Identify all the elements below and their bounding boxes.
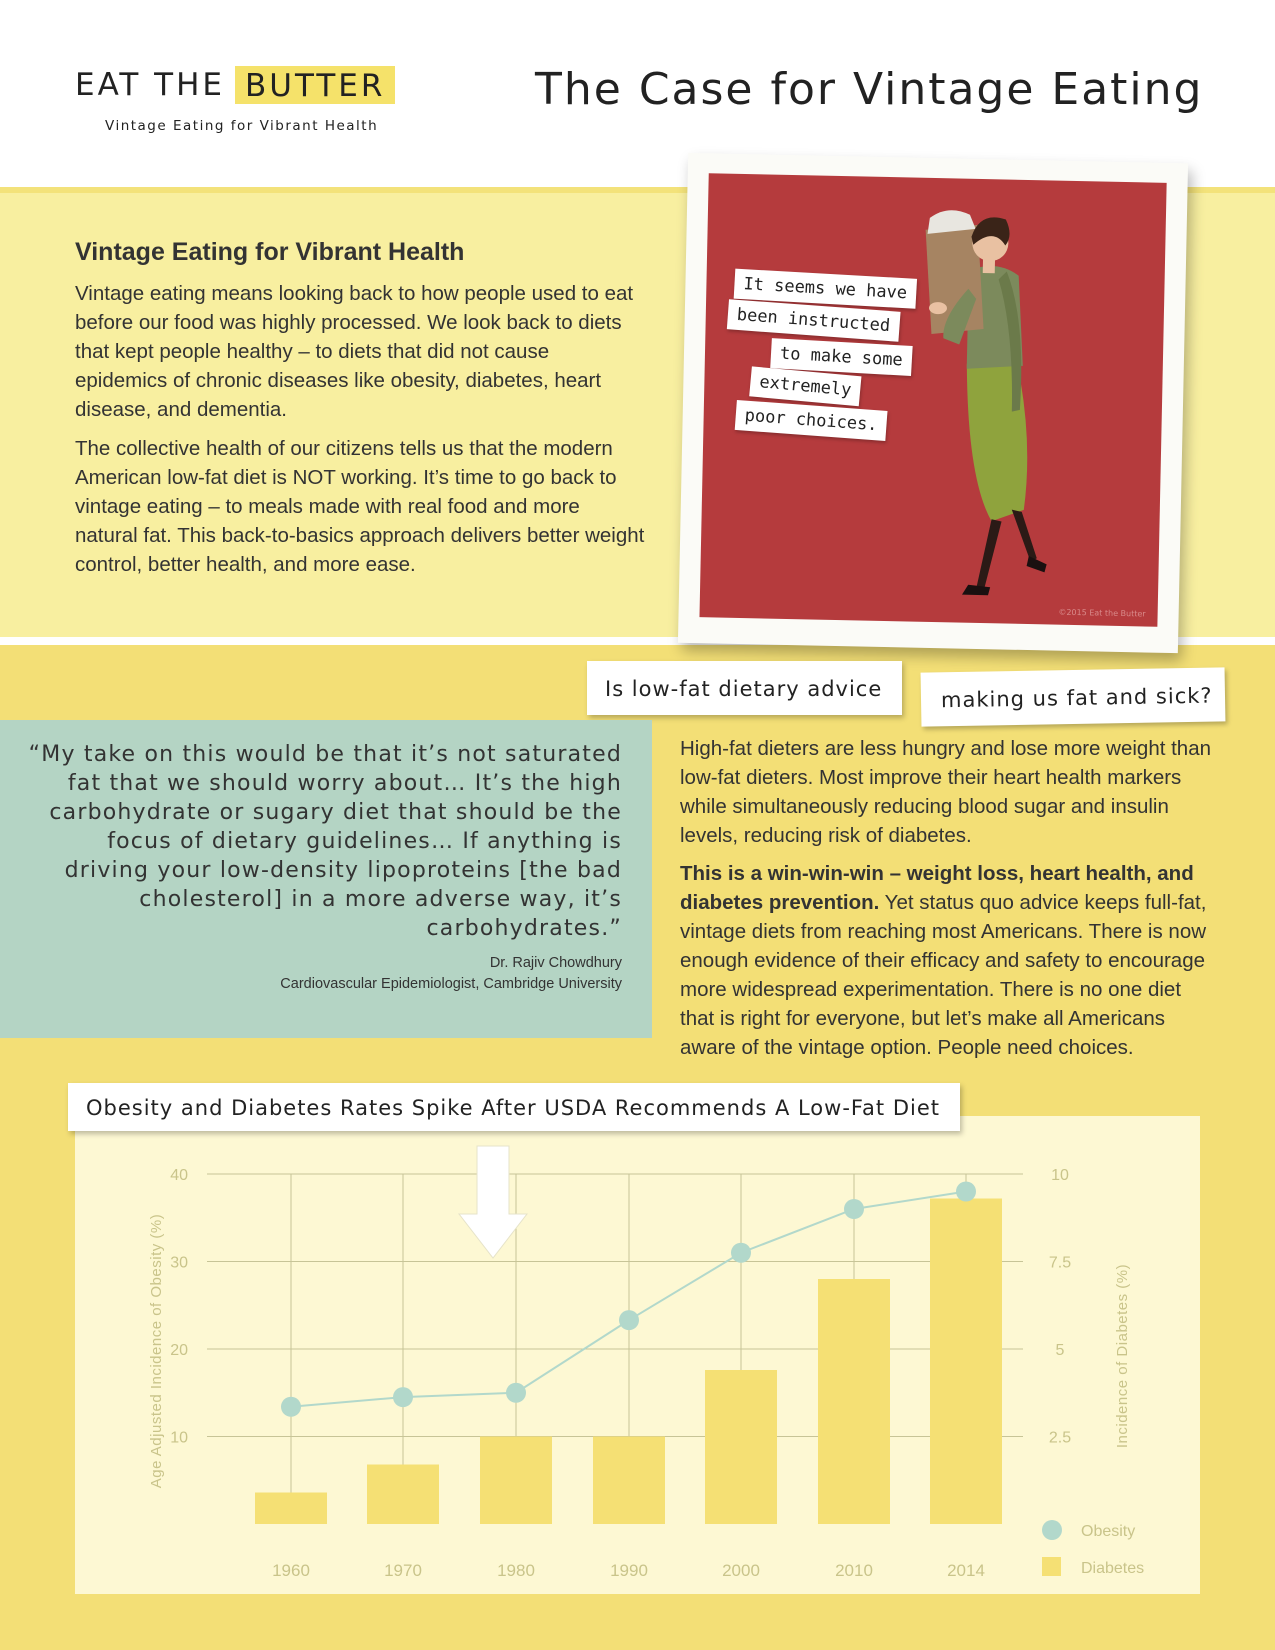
arrow-icon (459, 1146, 527, 1258)
intro-paragraph: Vintage eating means looking back to how people used to eat before our food was highly processed. We look back to diets that kept people healthy – to diets that did not cause epidemics of chronic diseases like obesity, diabetes, heart disease, and dementia. (75, 282, 634, 421)
point-obesity (956, 1182, 976, 1202)
bar-diabetes (705, 1370, 777, 1524)
point-obesity (619, 1310, 639, 1330)
poster-illustration (699, 173, 1166, 626)
quote-attribution (280, 953, 622, 995)
caption-strip: been instructed (727, 299, 900, 341)
x-tick-label: 1960 (272, 1561, 310, 1580)
body-paragraph: High-fat dieters are less hungry and lose more weight than low-fat dieters. Most improve their heart health markers while simultaneously reducing blood sugar and insulin levels, reducing risk of diabetes. (680, 737, 1212, 847)
intro-paragraph: The collective health of our citizens tells us that the modern American low-fat diet is NOT working. It’s time to go back to vintage eating – to meals made with real food and more natural fat. This back-to-basics approach delivers better weight control, better health, and more ease. (75, 437, 645, 576)
point-obesity (281, 1397, 301, 1417)
y-tick-label: 10 (170, 1429, 188, 1447)
y2-tick-label: 5 (1055, 1342, 1065, 1359)
question-label-part-2: making us fat and sick? (921, 667, 1225, 726)
y2-axis-title: Incidence of Diabetes (%) (1114, 1263, 1131, 1449)
bar-diabetes (930, 1199, 1002, 1525)
intro-heading: Vintage Eating for Vibrant Health (75, 238, 465, 266)
chart (75, 1116, 1200, 1594)
logo-highlight: BUTTER (235, 66, 395, 104)
caption-strip: It seems we have (734, 269, 917, 309)
chart-title: Obesity and Diabetes Rates Spike After USDA Recommends A Low-Fat Diet (68, 1083, 960, 1131)
x-tick-label: 2010 (835, 1561, 873, 1580)
x-tick-label: 1980 (497, 1561, 535, 1580)
chart-panel (75, 1116, 1200, 1594)
point-obesity (731, 1243, 751, 1263)
body-emphasis: This is a win-win-win – weight loss, heart health, and diabetes prevention. (680, 862, 1194, 914)
bar-diabetes (818, 1279, 890, 1524)
intro-section (75, 238, 645, 589)
y2-tick-label: 2.5 (1048, 1429, 1072, 1447)
quote-text: “My take on this would be that it’s not saturated fat that we should worry about… It’s the high carbohydrate or sugary diet that should be the focus of dietary guidelines… If anything is driving your low-density lipoproteins [the bad cholesterol] in a more adverse way, it’s carbohydrates.” (28, 742, 622, 941)
x-tick-label: 2000 (722, 1561, 760, 1580)
quote-box (0, 720, 652, 1038)
y2-tick-label: 10 (1051, 1167, 1069, 1184)
y-axis-title: Age Adjusted Incidence of Obesity (%) (148, 1213, 165, 1489)
point-obesity (844, 1199, 864, 1219)
bar-diabetes (367, 1465, 439, 1525)
body-text (680, 734, 1215, 1071)
point-obesity (393, 1387, 413, 1407)
legend-obesity-label: Obesity (1081, 1523, 1136, 1540)
point-obesity (506, 1383, 526, 1403)
body-paragraph (680, 859, 1215, 1062)
body-paragraph-rest: Yet status quo advice keeps full-fat, vintage diets from reaching most Americans. There is now enough evidence of their efficacy and safety to encourage more widespread experimentation. There is no one diet that is right for everyone, but let’s make all Americans aware of the vintage option. People need choices. (680, 891, 1207, 1059)
legend-obesity-marker (1042, 1520, 1062, 1540)
y-tick-label: 40 (170, 1167, 188, 1184)
logo-text: EAT THE (75, 67, 226, 103)
caption-strip: extremely (749, 366, 861, 406)
y-tick-label: 30 (170, 1254, 188, 1272)
x-tick-label: 1990 (610, 1561, 648, 1580)
bar-diabetes (480, 1437, 552, 1525)
logo (75, 66, 415, 134)
tagline: Vintage Eating for Vibrant Health (105, 118, 379, 134)
question-label-part-1: Is low-fat dietary advice (587, 661, 902, 715)
bar-diabetes (255, 1493, 327, 1525)
bar-diabetes (593, 1437, 665, 1525)
poster-copyright: ©2015 Eat the Butter (1058, 607, 1146, 619)
y2-tick-label: 7.5 (1048, 1254, 1072, 1272)
woman-illustration (699, 173, 1166, 626)
legend-diabetes-label: Diabetes (1081, 1560, 1145, 1577)
legend-diabetes-marker (1042, 1557, 1061, 1576)
quote-author: Dr. Rajiv Chowdhury (489, 955, 622, 971)
x-tick-label: 2014 (947, 1561, 985, 1580)
caption-strip: poor choices. (735, 400, 888, 441)
quote-author-title: Cardiovascular Epidemiologist, Cambridge University (280, 976, 622, 992)
x-tick-label: 1970 (384, 1561, 422, 1580)
page-title: The Case for Vintage Eating (535, 64, 1204, 115)
y-tick-label: 20 (170, 1342, 188, 1359)
caption-strip: to make some (770, 338, 912, 376)
poster-image (678, 153, 1188, 653)
